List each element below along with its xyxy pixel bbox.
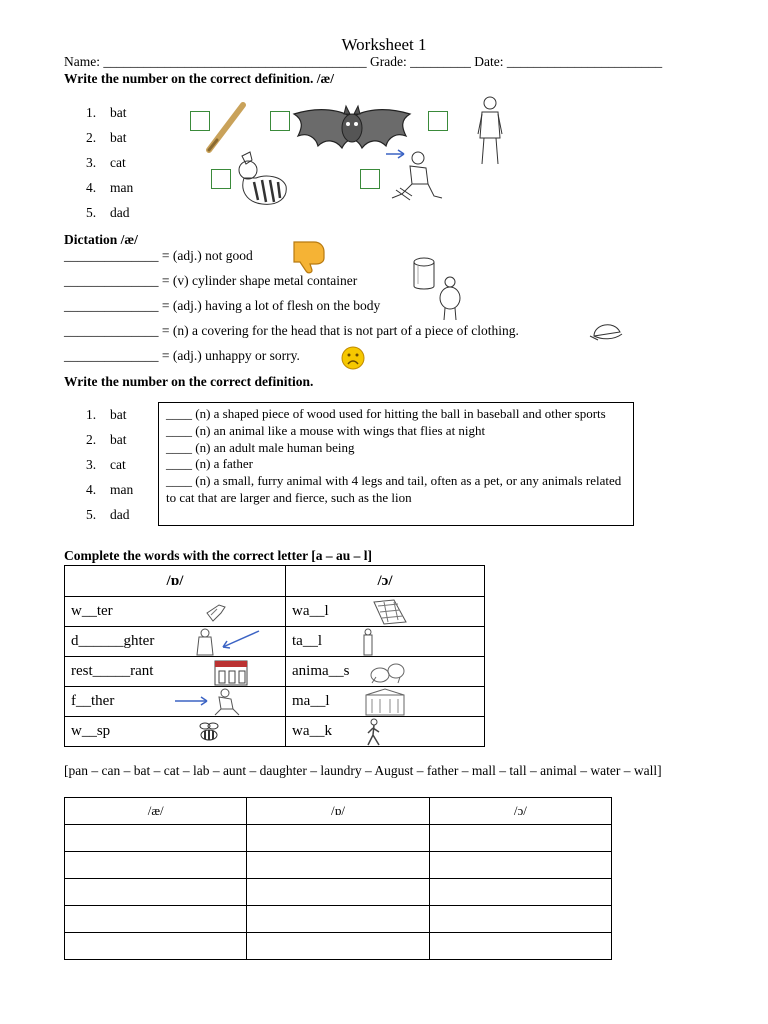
dictation-row: ______________ = (n) a covering for the head that is not part of a piece of clothing. [64,323,519,338]
sad-face-icon [340,345,366,371]
list-item: 3. cat [86,457,126,472]
table-row [65,597,485,627]
table-row [65,825,612,852]
answer-cell[interactable] [65,879,247,906]
tall-figure-icon [358,627,378,657]
wasp-icon [195,719,223,745]
sort-table [64,797,612,960]
daughter-figure-icon [193,627,265,657]
list-item: 4. man [86,180,134,195]
word-bank: [pan – can – bat – cat – lab – aunt – daughter – laundry – August – father – mall – tall – animal – water – wall] [64,763,662,778]
table-row [65,879,612,906]
water-faucet-icon [203,599,229,625]
table-row [65,852,612,879]
answer-box[interactable] [270,111,290,131]
answer-cell[interactable] [429,879,611,906]
word-blank: w__ter [71,603,113,619]
animals-icon [368,657,408,687]
worksheet-title: Worksheet 1 [341,35,427,54]
answer-cell[interactable] [65,825,247,852]
answer-cell[interactable] [429,933,611,960]
answer-box[interactable] [360,169,380,189]
dictation-row: ______________ = (adj.) not good [64,248,253,263]
definition-item: ____ (n) an animal like a mouse with wings that flies at night [166,422,486,438]
section3-heading: Complete the words with the correct letter [a – au – l] [64,548,373,563]
dad-kneeling-icon [382,146,448,204]
word-blank: d______ghter [71,633,155,649]
word-blank: f__ther [71,693,115,709]
header-fields: Name: _______________________________________ Grade: _________ Date: _______________________ [64,54,663,69]
table-row [65,933,612,960]
word-blank: ta__l [292,633,322,649]
section2-word-list [86,402,133,527]
thumbs-down-icon [290,238,330,274]
dictation-row: ______________ = (adj.) having a lot of flesh on the body [64,298,381,313]
mall-icon [364,687,406,717]
dictation-row: ______________ = (v) cylinder shape metal container [64,273,358,288]
answer-cell[interactable] [65,933,247,960]
man-figure-icon [470,94,510,168]
list-item: 4. man [86,482,134,497]
list-item: 1. bat [86,105,127,120]
walking-figure-icon [364,717,384,747]
list-item: 2. bat [86,432,127,447]
column-header: /ɔ/ [286,566,485,597]
list-item: 2. bat [86,130,127,145]
section2-heading: Write the number on the correct definition. [64,374,314,389]
list-item: 1. bat [86,407,127,422]
letters-table [64,565,485,747]
baseball-bat-icon [203,100,247,154]
list-item: 3. cat [86,155,126,170]
answer-cell[interactable] [429,825,611,852]
answer-cell[interactable] [247,825,429,852]
list-item: 5. dad [86,205,130,220]
table-row [65,627,485,657]
column-header: /ɔ/ [429,798,611,825]
can-icon [410,256,438,292]
answer-cell[interactable] [247,852,429,879]
definition-item: ____ (n) a small, furry animal with 4 legs and tail, often as a pet, or any animals related to cat that are larger and fierce, such as the lion [166,473,622,505]
answer-box[interactable] [211,169,231,189]
table-row [65,657,485,687]
answer-cell[interactable] [65,852,247,879]
definition-item: ____ (n) a shaped piece of wood used for hitting the ball in baseball and other sports [166,406,606,421]
definitions-box [158,402,634,526]
word-blank: rest_____rant [71,663,154,679]
answer-cell[interactable] [65,906,247,933]
column-header: /ɒ/ [65,566,286,597]
answer-cell[interactable] [247,933,429,960]
answer-cell[interactable] [247,879,429,906]
column-header: /ɒ/ [247,798,429,825]
section1-heading: Write the number on the correct definition. /æ/ [64,71,334,86]
word-blank: ma__l [292,693,330,709]
answer-cell[interactable] [429,852,611,879]
fat-man-icon [436,276,464,322]
restaurant-icon [213,657,249,687]
dictation-row: ______________ = (adj.) unhappy or sorry. [64,348,300,363]
wall-icon [372,598,408,626]
column-header: /æ/ [65,798,247,825]
word-blank: wa__k [292,723,332,739]
word-blank: wa__l [292,603,329,619]
father-figure-icon [173,687,245,717]
table-row [65,717,485,747]
cat-animal-icon [232,150,292,208]
definition-item: ____ (n) a father [166,456,253,472]
section1-word-list [86,100,133,225]
dictation-heading: Dictation /æ/ [64,232,138,247]
answer-box[interactable] [428,111,448,131]
answer-cell[interactable] [247,906,429,933]
table-row [65,687,485,717]
list-item: 5. dad [86,507,130,522]
table-row [65,906,612,933]
word-blank: w__sp [71,723,111,739]
definition-item: ____ (n) an adult male human being [166,439,355,455]
word-blank: anima__s [292,663,350,679]
cap-hat-icon [588,318,624,344]
answer-cell[interactable] [429,906,611,933]
